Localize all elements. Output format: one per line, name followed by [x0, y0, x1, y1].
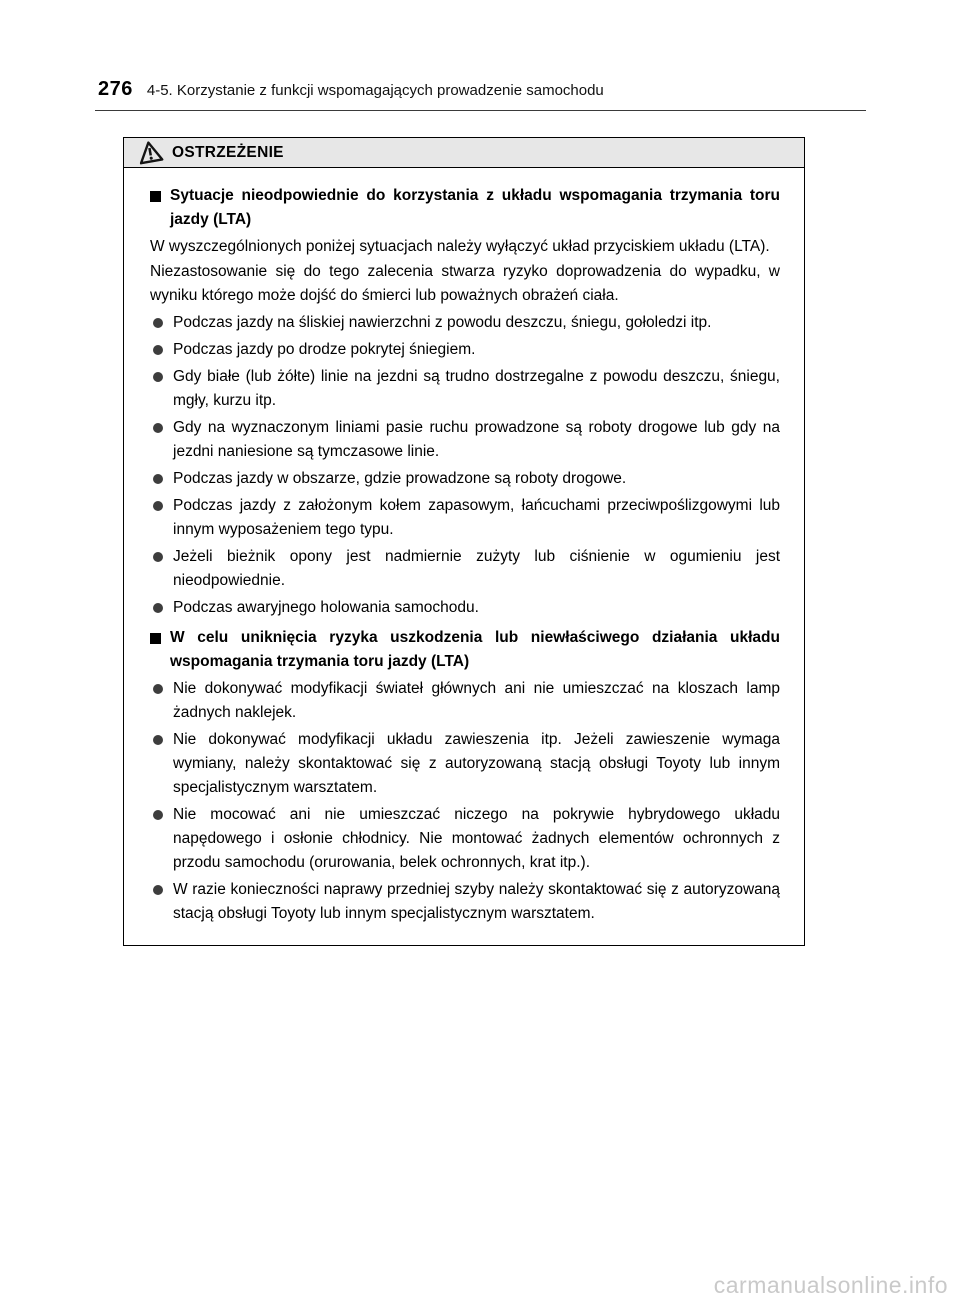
circle-bullet-icon	[153, 423, 163, 433]
header-divider	[95, 110, 866, 111]
list-item	[153, 596, 780, 620]
circle-bullet-icon	[153, 885, 163, 895]
paragraph: W wyszczególnionych poniżej sytuacjach należy wyłączyć układ przyciskiem układu (LTA).	[150, 238, 770, 255]
warning-titlebar	[123, 137, 805, 168]
list-item	[153, 728, 780, 800]
warning-body	[123, 168, 805, 946]
bullet-text: Nie dokonywać modyfikacji układu zawieszenia itp. Jeżeli zawieszenie wymaga wymiany, należy skontaktować się z autoryzowaną stacją obsługi Toyoty lub innym specjalistycznym warsztatem.	[173, 731, 780, 796]
warning-box	[123, 137, 805, 946]
warning-title: OSTRZEŻENIE	[172, 143, 284, 161]
circle-bullet-icon	[153, 318, 163, 328]
warning-triangle-icon	[136, 139, 163, 165]
watermark-text: carmanualsonline.info	[713, 1272, 948, 1298]
page-header	[98, 78, 865, 101]
circle-bullet-icon	[153, 552, 163, 562]
circle-bullet-icon	[153, 684, 163, 694]
warning-section-heading	[150, 184, 780, 232]
list-item	[153, 365, 780, 413]
list-item	[153, 338, 780, 362]
list-item	[153, 467, 780, 491]
list-item	[153, 677, 780, 725]
list-item	[153, 878, 780, 926]
bullet-text: Podczas awaryjnego holowania samochodu.	[173, 599, 479, 616]
bullet-text: Podczas jazdy w obszarze, gdzie prowadzone są roboty drogowe.	[173, 470, 627, 487]
bullet-text: W razie konieczności naprawy przedniej szyby należy skontaktować się z autoryzowaną stacją obsługi Toyoty lub innym specjalistycznym warsztatem.	[173, 881, 780, 922]
bullet-text: Nie mocować ani nie umieszczać niczego na pokrywie hybrydowego układu napędowego i osłonie chłodnicy. Nie montować żadnych elementów ochronnych z przodu samochodu (orurowania, belek ochronnych, krat itp.).	[173, 806, 780, 871]
section-heading-text: W celu uniknięcia ryzyka uszkodzenia lub niewłaściwego działania układu wspomagania trzymania toru jazdy (LTA)	[170, 629, 780, 670]
circle-bullet-icon	[153, 372, 163, 382]
section-title: 4-5. Korzystanie z funkcji wspomagających prowadzenie samochodu	[146, 82, 604, 99]
page-number: 276	[98, 78, 133, 100]
circle-bullet-icon	[153, 735, 163, 745]
paragraph: Niezastosowanie się do tego zalecenia stwarza ryzyko doprowadzenia do wypadku, w wyniku którego może dojść do śmierci lub poważnych obrażeń ciała.	[150, 263, 780, 304]
bullet-text: Podczas jazdy z założonym kołem zapasowym, łańcuchami przeciwpoślizgowymi lub innym wyposażeniem tego typu.	[173, 497, 780, 538]
circle-bullet-icon	[153, 474, 163, 484]
circle-bullet-icon	[153, 603, 163, 613]
list-item	[153, 494, 780, 542]
square-bullet-icon	[150, 633, 161, 644]
warning-section-heading	[150, 626, 780, 674]
list-item	[153, 311, 780, 335]
list-item	[153, 545, 780, 593]
circle-bullet-icon	[153, 810, 163, 820]
bullet-text: Gdy na wyznaczonym liniami pasie ruchu prowadzone są roboty drogowe lub gdy na jezdni naniesione są tymczasowe linie.	[173, 419, 780, 460]
circle-bullet-icon	[153, 501, 163, 511]
circle-bullet-icon	[153, 345, 163, 355]
bullet-text: Podczas jazdy na śliskiej nawierzchni z powodu deszczu, śniegu, gołoledzi itp.	[173, 314, 712, 331]
bullet-text: Podczas jazdy po drodze pokrytej śniegiem.	[173, 341, 476, 358]
list-item	[153, 416, 780, 464]
bullet-text: Nie dokonywać modyfikacji świateł głównych ani nie umieszczać na kloszach lamp żadnych naklejek.	[173, 680, 780, 721]
bullet-text: Gdy białe (lub żółte) linie na jezdni są trudno dostrzegalne z powodu deszczu, śniegu, mgły, kurzu itp.	[173, 368, 780, 409]
square-bullet-icon	[150, 191, 161, 202]
list-item	[153, 803, 780, 875]
section-heading-text: Sytuacje nieodpowiednie do korzystania z układu wspomagania trzymania toru jazdy (LTA)	[170, 187, 780, 228]
bullet-text: Jeżeli bieżnik opony jest nadmiernie zużyty lub ciśnienie w ogumieniu jest nieodpowiednie.	[173, 548, 780, 589]
